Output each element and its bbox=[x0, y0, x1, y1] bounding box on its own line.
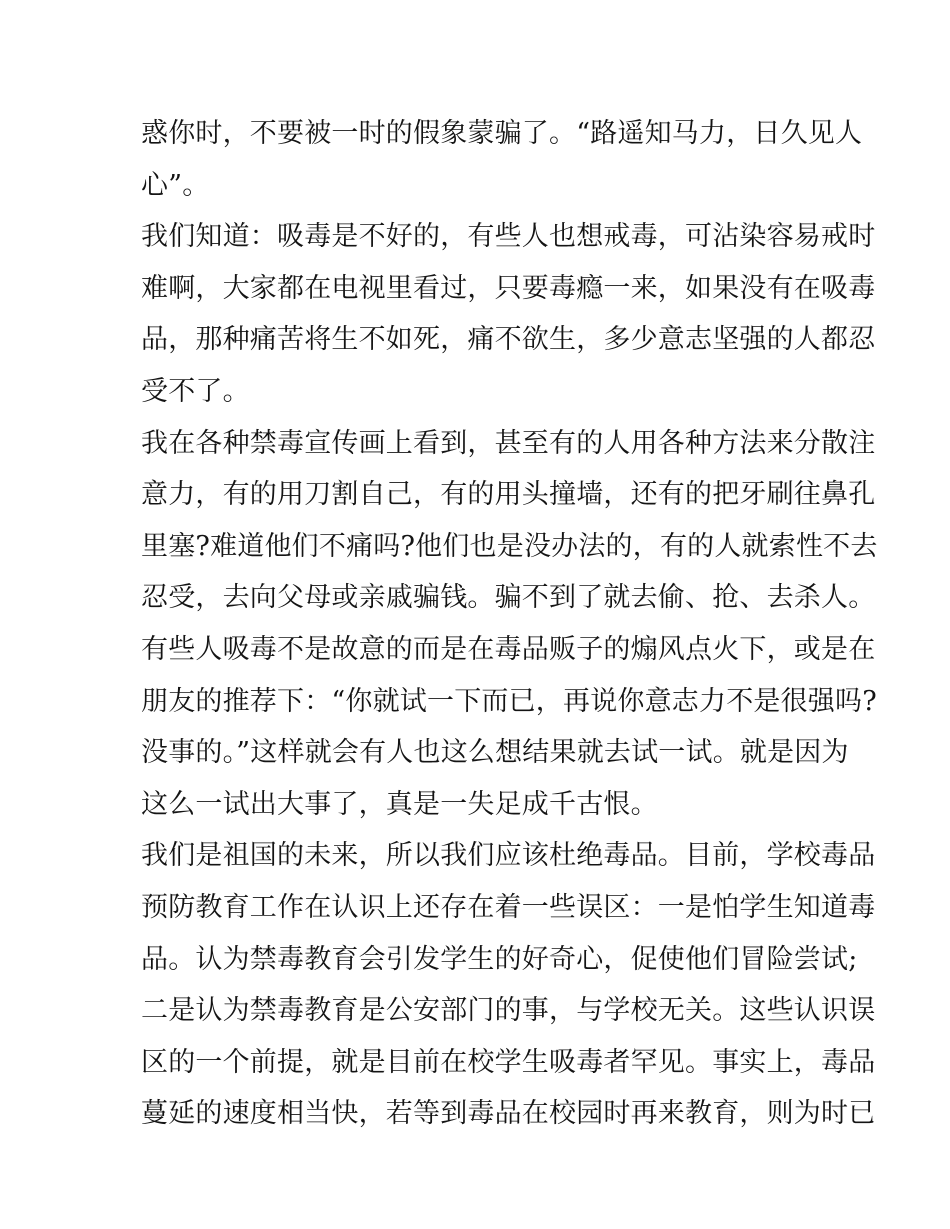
text-line: 区的一个前提，就是目前在校学生吸毒者罕见。事实上，毒品 bbox=[141, 1046, 876, 1078]
text-line: 我在各种禁毒宣传画上看到，甚至有的人用各种方法来分散注 bbox=[141, 427, 876, 459]
text-line: 我们知道：吸毒是不好的，有些人也想戒毒，可沾染容易戒时 bbox=[141, 221, 876, 253]
text-line: 品。认为禁毒教育会引发学生的好奇心，促使他们冒险尝试; bbox=[141, 943, 858, 975]
text-line: 蔓延的速度相当快，若等到毒品在校园时再来教育，则为时已 bbox=[141, 1098, 876, 1130]
text-line: 意力，有的用刀割自己，有的用头撞墙，还有的把牙刷往鼻孔 bbox=[141, 479, 876, 511]
text-line: 有些人吸毒不是故意的而是在毒品贩子的煽风点火下，或是在 bbox=[141, 633, 876, 665]
text-line: 心”。 bbox=[141, 169, 210, 201]
text-line: 受不了。 bbox=[141, 375, 250, 407]
text-line: 没事的。”这样就会有人也这么想结果就去试一试。就是因为 bbox=[141, 737, 849, 769]
text-line: 二是认为禁毒教育是公安部门的事，与学校无关。这些认识误 bbox=[141, 995, 876, 1027]
text-line: 朋友的推荐下：“你就试一下而已，再说你意志力不是很强吗? bbox=[141, 685, 877, 717]
text-line: 我们是祖国的未来，所以我们应该杜绝毒品。目前，学校毒品 bbox=[141, 840, 876, 872]
document-body bbox=[141, 108, 878, 1140]
text-line: 品，那种痛苦将生不如死，痛不欲生，多少意志坚强的人都忍 bbox=[141, 324, 876, 356]
text-line: 里塞?难道他们不痛吗?他们也是没办法的，有的人就索性不去 bbox=[141, 530, 878, 562]
text-line: 忍受，去向父母或亲戚骗钱。骗不到了就去偷、抢、去杀人。 bbox=[141, 582, 876, 614]
text-line: 难啊，大家都在电视里看过，只要毒瘾一来，如果没有在吸毒 bbox=[141, 272, 876, 304]
text-line: 惑你时，不要被一时的假象蒙骗了。“路遥知马力，日久见人 bbox=[141, 118, 863, 149]
text-line: 预防教育工作在认识上还存在着一些误区：一是怕学生知道毒 bbox=[141, 891, 876, 923]
text-line: 这么一试出大事了，真是一失足成千古恨。 bbox=[141, 788, 658, 820]
